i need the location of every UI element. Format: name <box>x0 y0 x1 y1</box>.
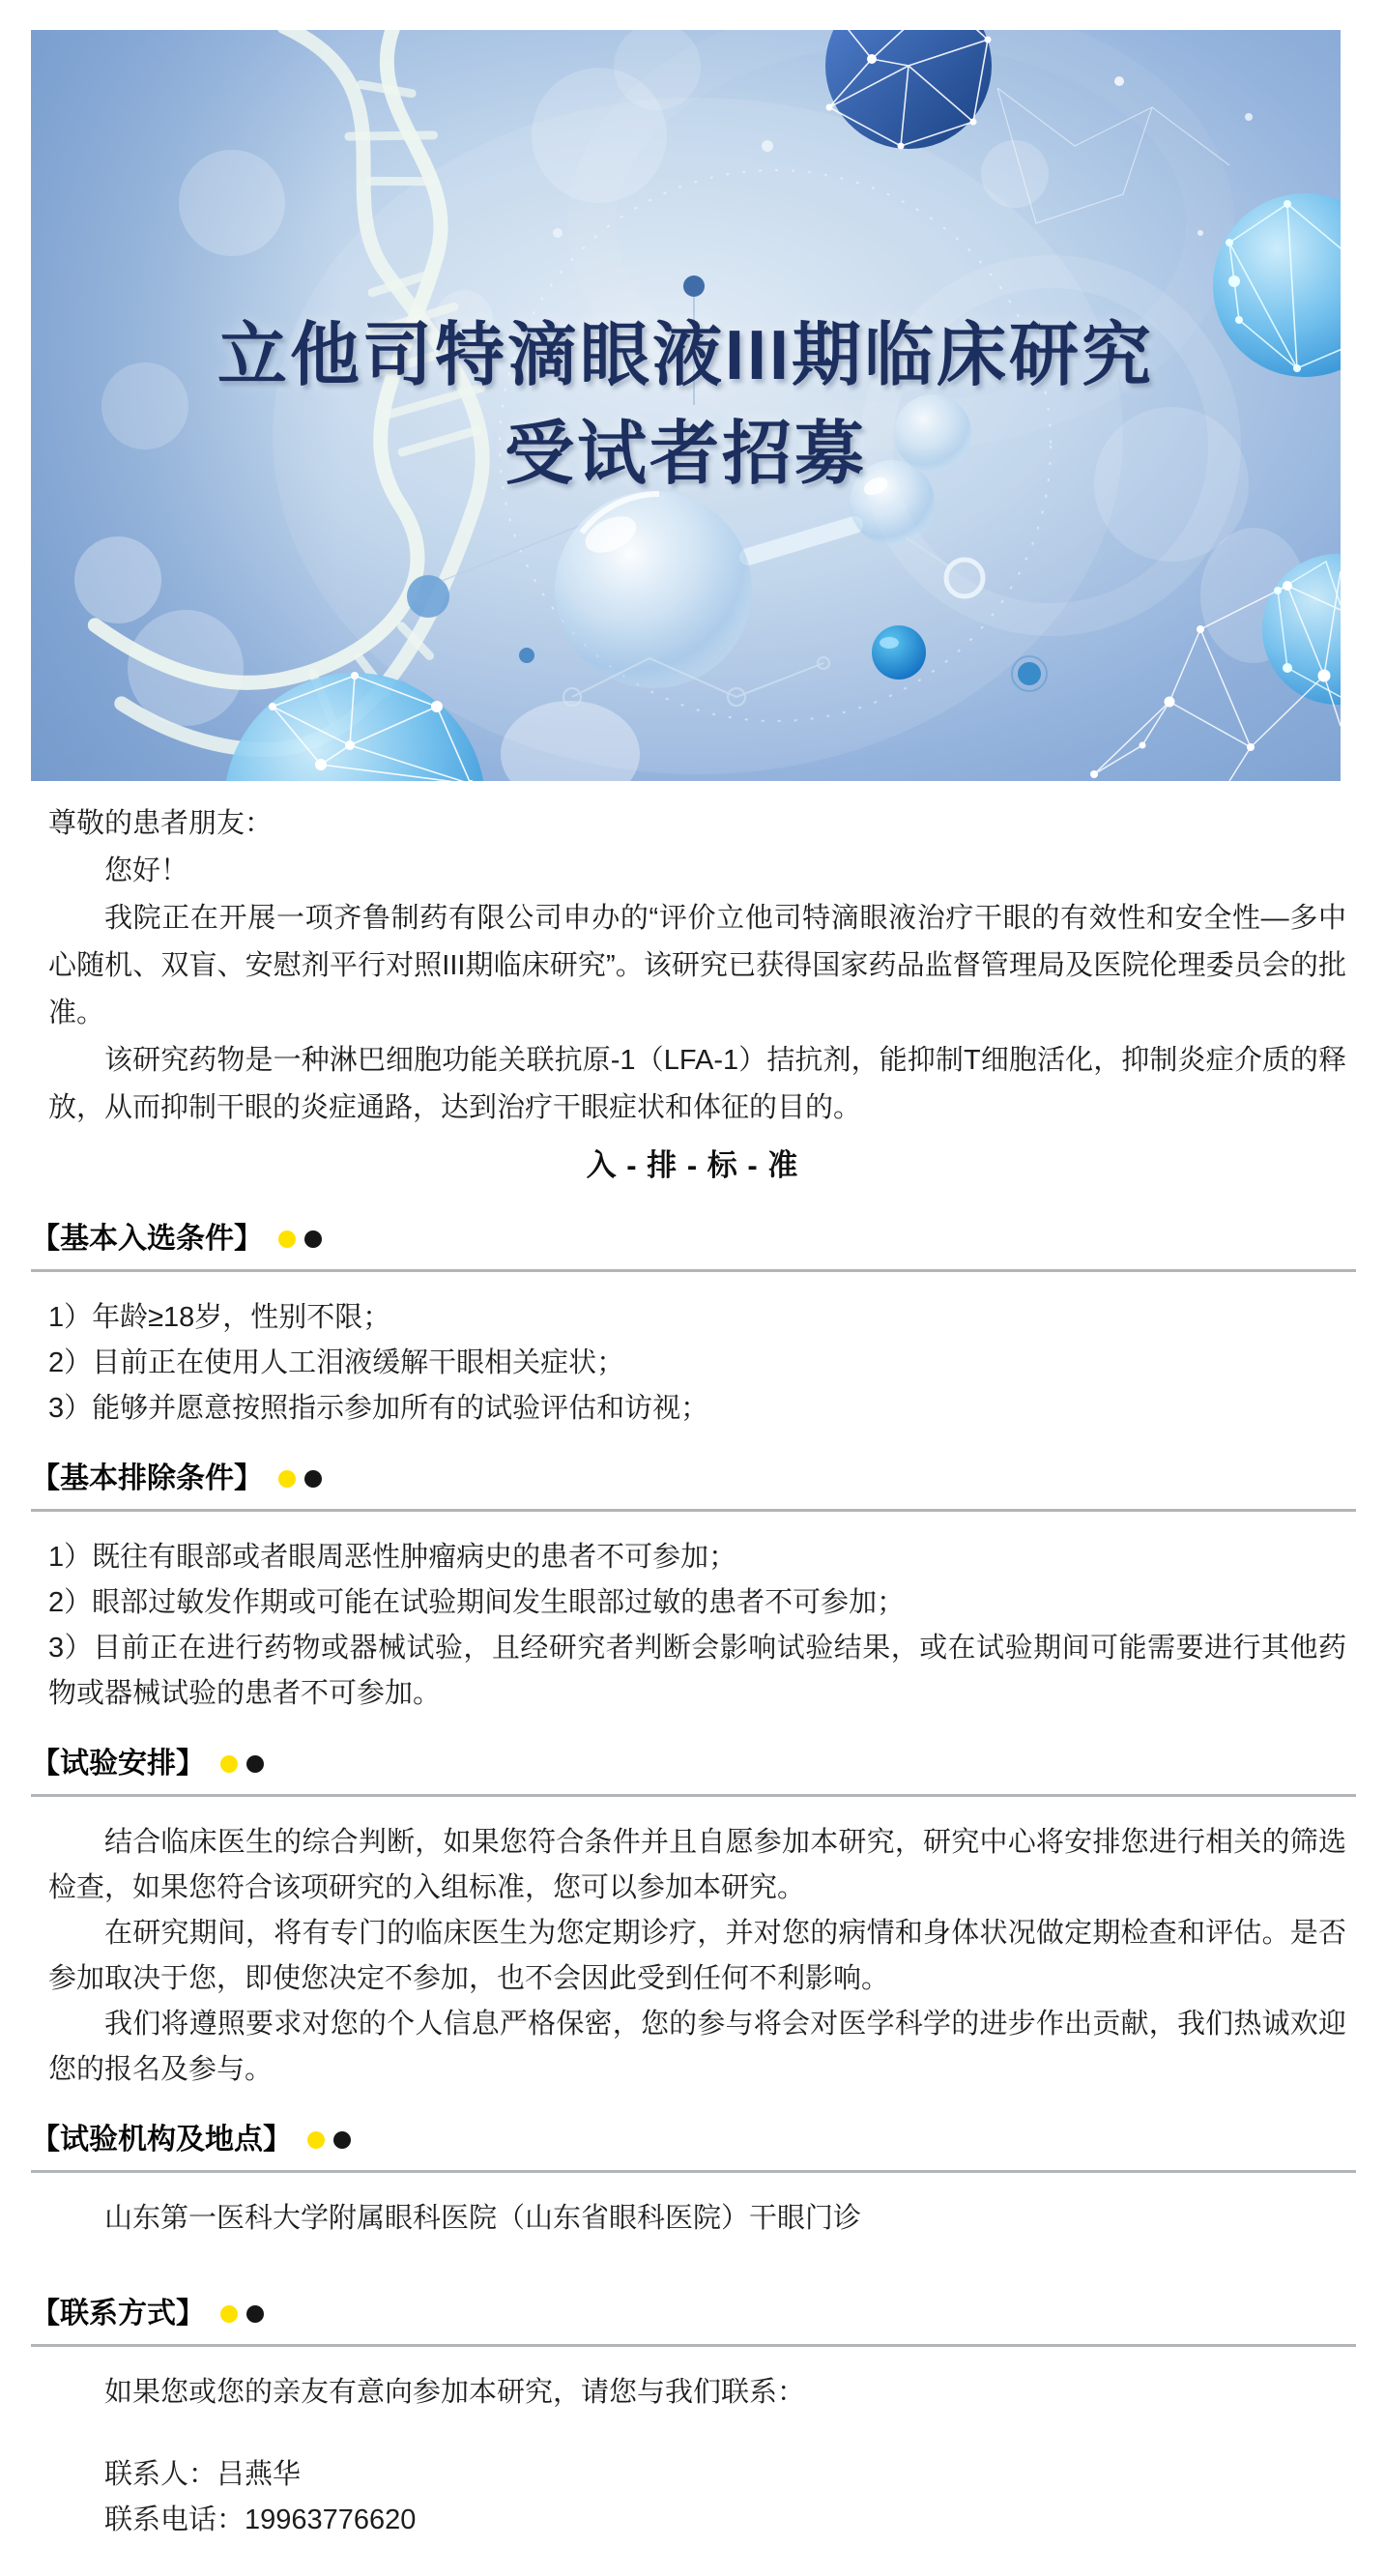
intro-paragraph: 该研究药物是一种淋巴细胞功能关联抗原-1（LFA-1）拮抗剂，能抑制T细胞活化，抑制炎症介质的释放，从而抑制干眼的炎症通路，达到治疗干眼症状和体征的目的。 <box>48 1045 1346 1123</box>
list-item: 2）眼部过敏发作期或可能在试验期间发生眼部过敏的患者不可参加； <box>48 1587 906 1618</box>
yellow-dot-icon <box>220 1755 238 1773</box>
recruitment-article <box>0 30 1385 2576</box>
contact-invitation: 如果您或您的亲友有意向参加本研究，请您与我们联系： <box>104 2377 806 2408</box>
black-dot-icon <box>333 2131 351 2149</box>
banner-title-line2: 受试者招募 <box>504 416 867 493</box>
inclusion-list <box>0 1295 1385 1432</box>
yellow-dot-icon <box>278 1470 296 1488</box>
contact-name: 联系人：吕燕华 <box>104 2459 302 2490</box>
arrangement-paragraphs <box>0 1820 1385 2093</box>
yellow-dot-icon <box>278 1230 296 1248</box>
body-paragraph: 我们将遵照要求对您的个人信息严格保密，您的参与将会对医学科学的进步作出贡献，我们热诚欢迎您的报名及参与。 <box>48 2009 1346 2085</box>
body-paragraph: 在研究期间，将有专门的临床医生为您定期诊疗，并对您的病情和身体状况做定期检查和评估。是否参加取决于您，即使您决定不参加，也不会因此受到任何不利影响。 <box>48 1918 1346 1994</box>
list-item: 1）年龄≥18岁，性别不限； <box>48 1302 391 1333</box>
section-header-site <box>0 2118 1385 2162</box>
section-title: 【试验机构及地点】 <box>31 2124 292 2156</box>
contact-phone: 联系电话：19963776620 <box>104 2504 417 2535</box>
section-title: 【试验安排】 <box>31 1748 205 1780</box>
list-item: 3）目前正在进行药物或器械试验，且经研究者判断会影响试验结果，或在试验期间可能需要进行其他药物或器械试验的患者不可参加。 <box>48 1633 1346 1709</box>
site-name: 山东第一医科大学附属眼科医院（山东省眼科医院）干眼门诊 <box>104 2203 862 2234</box>
section-divider <box>31 2344 1356 2347</box>
exclusion-list <box>0 1535 1385 1717</box>
list-item: 2）目前正在使用人工泪液缓解干眼相关症状； <box>48 1347 625 1378</box>
contact-paragraphs <box>0 2370 1385 2543</box>
section-header-arrangement <box>0 1742 1385 1786</box>
intro-paragraph: 我院正在开展一项齐鲁制药有限公司申办的“评价立他司特滴眼液治疗干眼的有效性和安全性—多中心随机、双盲、安慰剂平行对照III期临床研究”。该研究已获得国家药品监督管理局及医院伦理委员会的批准。 <box>48 903 1346 1028</box>
salutation: 尊敬的患者朋友： <box>48 808 274 839</box>
section-header-inclusion <box>0 1217 1385 1261</box>
hero-banner <box>31 30 1341 781</box>
section-divider <box>31 1509 1356 1512</box>
section-contact <box>0 2292 1385 2543</box>
site-paragraphs <box>0 2196 1385 2242</box>
section-header-contact <box>0 2292 1385 2336</box>
banner-title <box>31 306 1341 504</box>
greeting: 您好！ <box>104 855 189 886</box>
criteria-heading: 入 - 排 - 标 - 准 <box>586 1148 799 1182</box>
section-title: 【基本排除条件】 <box>31 1462 263 1494</box>
section-arrangement <box>0 1742 1385 2093</box>
list-item: 3）能够并愿意按照指示参加所有的试验评估和访视； <box>48 1393 709 1424</box>
bottom-whitespace <box>0 2543 1385 2576</box>
section-divider <box>31 1269 1356 1272</box>
black-dot-icon <box>246 1755 264 1773</box>
section-divider <box>31 1794 1356 1797</box>
black-dot-icon <box>304 1470 322 1488</box>
list-item: 1）既往有眼部或者眼周恶性肿瘤病史的患者不可参加； <box>48 1542 737 1573</box>
black-dot-icon <box>304 1230 322 1248</box>
contact-block <box>48 2452 1346 2543</box>
intro-block <box>0 800 1385 1132</box>
section-inclusion <box>0 1217 1385 1432</box>
yellow-dot-icon <box>220 2305 238 2323</box>
section-header-exclusion <box>0 1457 1385 1501</box>
section-exclusion <box>0 1457 1385 1717</box>
section-title: 【联系方式】 <box>31 2298 205 2330</box>
banner-title-line1: 立他司特滴眼液III期临床研究 <box>216 317 1154 394</box>
body-paragraph: 结合临床医生的综合判断，如果您符合条件并且自愿参加本研究，研究中心将安排您进行相关的筛选检查，如果您符合该项研究的入组标准，您可以参加本研究。 <box>48 1827 1346 1903</box>
section-title: 【基本入选条件】 <box>31 1223 263 1255</box>
section-divider <box>31 2170 1356 2173</box>
yellow-dot-icon <box>307 2131 325 2149</box>
black-dot-icon <box>246 2305 264 2323</box>
section-site <box>0 2118 1385 2242</box>
